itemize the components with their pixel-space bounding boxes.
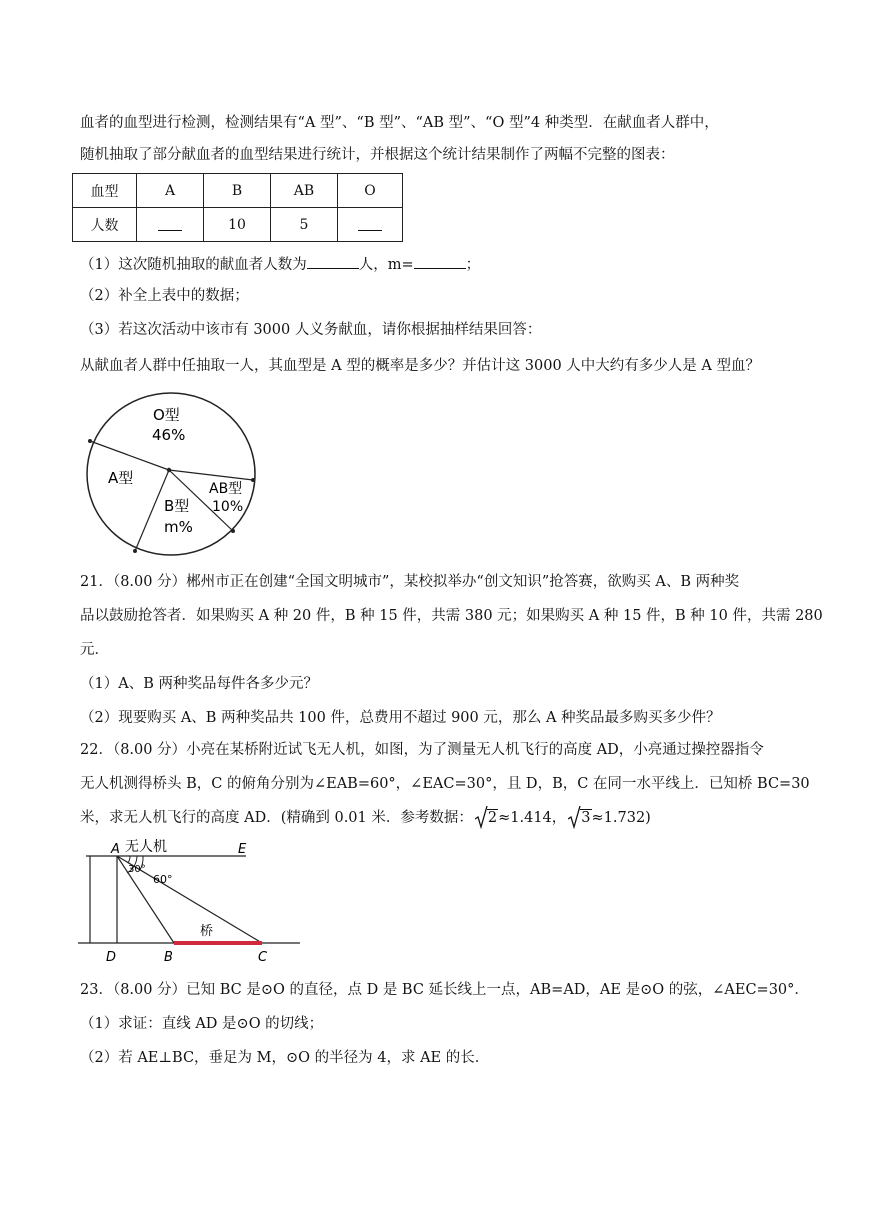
table-cell: B [204,174,271,208]
answer-blank [358,214,382,231]
table-row [73,208,403,242]
boundary-dot [251,478,255,482]
boundary-dot [231,529,235,533]
intro-line-1: 血者的血型进行检测，检测结果有“A 型”、“B 型”、“AB 型”、“O 型”4 种类型．在献血者人群中， [80,115,719,131]
sqrt-value: 2 [487,810,498,826]
table-cell: O [338,174,403,208]
table-cell: 10 [204,208,271,242]
q20-part-1-text: ； [465,257,481,273]
table-cell-blank [338,208,403,242]
label-b: B [164,950,173,965]
q22-line-2: 无人机测得桥头 B，C 的俯角分别为∠EAB=60°，∠EAC=30°，且 D，B，C 在同一水平线上．已知桥 BC=30 [80,776,810,792]
table-cell: AB [271,174,338,208]
label-drone: 无人机 [125,839,167,855]
q20-part-4: 从献血者人群中任抽取一人，其血型是 A 型的概率是多少？并估计这 3000 人中大约有多少人是 A 型血？ [80,358,760,374]
q23-line-1: 23．（8.00 分）已知 BC 是⊙O 的直径，点 D 是 BC 延长线上一点，AB=AD，AE 是⊙O 的弦，∠AEC=30°． [80,982,809,998]
slice-value-b: m% [164,518,193,536]
slice-label-ab: AB型 [209,481,243,497]
q21-part-2: （2）现要购买 A、B 两种奖品共 100 件，总费用不超过 900 元，那么 A 种奖品最多购买多少件？ [80,710,721,726]
boundary-dot [88,439,92,443]
answer-blank [307,252,359,269]
answer-blank [414,252,466,269]
q22-line-3-text: ≈1.414， [498,810,567,826]
q20-part-2: （2）补全上表中的数据； [80,288,249,304]
table-cell-blank [137,208,204,242]
table-header-row [73,174,403,208]
center-dot [167,468,171,472]
label-bridge: 桥 [200,924,214,939]
label-e: E [238,842,247,857]
q22-line-1: 22．（8.00 分）小亮在某桥附近试飞无人机，如图，为了测量无人机飞行的高度 AD，小亮通过操控器指令 [80,742,764,758]
boundary-dot [133,549,137,553]
slice-label-b: B型 [164,497,190,515]
q20-part-3: （3）若这次活动中该市有 3000 人义务献血，请你根据抽样结果回答： [80,322,542,338]
slice-label-o: O型 [153,406,180,424]
table-cell: 5 [271,208,338,242]
q20-part-1-text: （1）这次随机抽取的献血者人数为 [80,257,307,273]
label-angle-30: 30° [128,864,146,875]
q22-line-3-text: 米，求无人机飞行的高度 AD．(精确到 0.01 米．参考数据： [80,810,473,826]
q22-line-3 [80,808,651,828]
q21-part-1: （1）A、B 两种奖品每件各多少元？ [80,676,318,692]
q21-line-3: 元． [80,642,109,658]
slice-boundary [90,441,169,470]
sqrt-value: 3 [581,810,591,826]
label-angle-60: 60° [153,873,173,886]
slice-value-o: 46% [152,426,186,444]
intro-line-2: 随机抽取了部分献血者的血型结果进行统计，并根据这个统计结果制作了两幅不完整的图表： [80,147,675,163]
table-cell: 人数 [73,208,137,242]
q20-part-1-text: 人，m= [358,257,414,273]
pie-chart [78,390,264,560]
q23-part-2: （2）若 AE⊥BC，垂足为 M，⊙O 的半径为 4，求 AE 的长． [80,1050,490,1066]
slice-label-a: A型 [108,469,134,487]
q23-part-1: （1）求证：直线 AD 是⊙O 的切线； [80,1016,324,1032]
slice-value-ab: 10% [212,499,244,515]
q20-part-1 [80,252,480,275]
label-d: D [106,950,117,965]
q21-line-2: 品以鼓励抢答者．如果购买 A 种 20 件，B 种 15 件，共需 380 元；如果购买 A 种 15 件，B 种 10 件，共需 280 [80,608,823,624]
sqrt-symbol [568,808,591,828]
label-c: C [258,950,268,965]
answer-blank [158,214,182,231]
label-a: A [111,842,120,857]
drone-bridge-figure [74,835,306,967]
slice-boundary [169,470,253,480]
table-cell: 血型 [73,174,137,208]
blood-type-table [72,173,403,242]
table-cell: A [137,174,204,208]
sqrt-symbol [475,808,498,828]
q21-line-1: 21．（8.00 分）郴州市正在创建“全国文明城市”，某校拟举办“创文知识”抢答赛，欲购买 A、B 两种奖 [80,574,740,590]
angle-30-arc [128,856,130,863]
q22-line-3-text: ≈1.732) [591,810,651,826]
